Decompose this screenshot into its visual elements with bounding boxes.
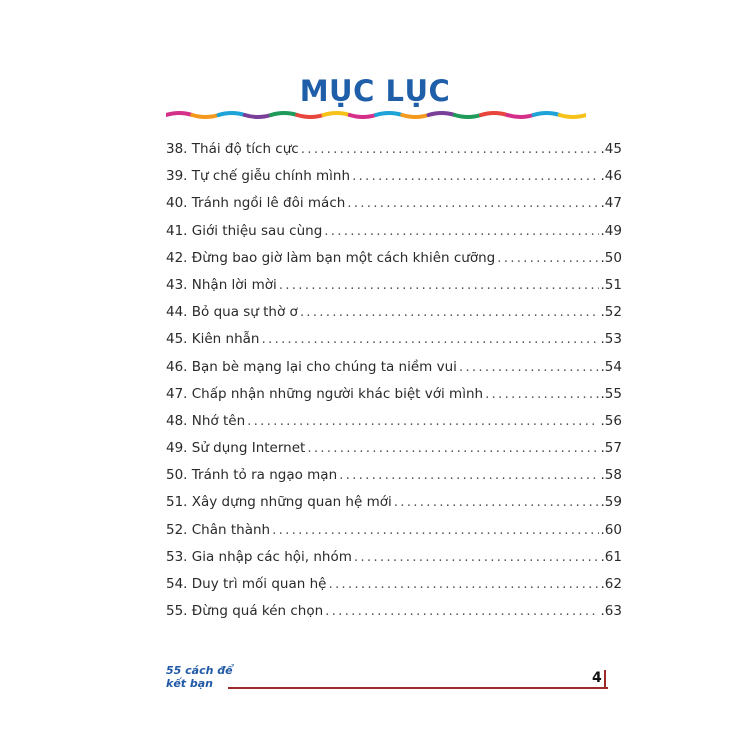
ribbon-segment — [324, 113, 350, 115]
ribbon-segment — [350, 115, 376, 117]
toc-leader-dots — [347, 190, 598, 217]
ribbon-segment — [219, 113, 245, 115]
ribbon-segment — [560, 115, 586, 117]
toc-leader-dots — [300, 299, 599, 326]
toc-entry-page: .53 — [600, 331, 622, 348]
ribbon-segment — [271, 113, 297, 115]
toc-leader-dots — [354, 544, 599, 571]
toc-entry-page: .50 — [600, 249, 622, 266]
toc-leader-dots — [272, 517, 598, 544]
toc-entry[interactable] — [166, 163, 622, 190]
toc-entry-page: .61 — [600, 548, 622, 565]
toc-leader-dots — [324, 218, 598, 245]
ribbon-segment — [402, 115, 428, 117]
toc-entry-title: 38. Thái độ tích cực — [166, 141, 299, 157]
toc-entry[interactable] — [166, 299, 622, 326]
toc-entry-page: .63 — [600, 603, 622, 620]
toc-entry-page: .59 — [600, 494, 622, 511]
toc-entry-title: 42. Đừng bao giờ làm bạn một cách khiên cưỡng — [166, 249, 496, 266]
toc-entry-page: .45 — [600, 141, 622, 157]
ribbon-segment — [166, 113, 192, 115]
toc-entry[interactable] — [166, 571, 622, 598]
toc-entry[interactable] — [166, 326, 622, 353]
toc-leader-dots — [307, 435, 598, 462]
toc-entry-title: 43. Nhận lời mời — [166, 276, 277, 293]
toc-entry-page: .62 — [600, 576, 622, 592]
toc-entry-title: 48. Nhớ tên — [166, 412, 246, 429]
toc-entry-title: 41. Giới thiệu sau cùng — [166, 222, 323, 239]
ribbon-segment — [297, 115, 323, 117]
toc-leader-dots — [301, 136, 599, 163]
toc-entry-page: .51 — [600, 276, 622, 293]
book-logo-line: 55 cách để — [166, 664, 233, 677]
book-logo — [166, 664, 233, 690]
table-of-contents — [166, 136, 622, 625]
toc-leader-dots — [497, 245, 598, 272]
ribbon-segment — [376, 113, 402, 115]
toc-entry-title: 54. Duy trì mối quan hệ — [166, 576, 327, 592]
toc-entry[interactable] — [166, 598, 622, 625]
toc-entry-page: .49 — [600, 222, 622, 239]
toc-entry-page: .47 — [600, 195, 622, 212]
toc-entry-page: .52 — [600, 304, 622, 321]
toc-entry-title: 55. Đừng quá kén chọn — [166, 603, 324, 620]
toc-entry-page: .57 — [600, 440, 622, 457]
toc-entry-page: .46 — [600, 168, 622, 185]
toc-leader-dots — [247, 408, 598, 435]
toc-entry-title: 40. Tránh ngồi lê đôi mách — [166, 195, 346, 212]
toc-entry[interactable] — [166, 517, 622, 544]
toc-entry-title: 51. Xây dựng những quan hệ mới — [166, 494, 392, 511]
toc-entry[interactable] — [166, 354, 622, 381]
ribbon-segment — [429, 113, 455, 115]
toc-leader-dots — [394, 489, 599, 516]
toc-entry-page: .55 — [600, 385, 622, 402]
ribbon-segment — [481, 113, 507, 115]
ribbon-segment — [192, 115, 218, 117]
page-number: 4 — [592, 670, 602, 686]
toc-entry[interactable] — [166, 489, 622, 516]
toc-entry-page: .54 — [600, 358, 622, 375]
toc-entry[interactable] — [166, 218, 622, 245]
toc-entry-title: 46. Bạn bè mạng lại cho chúng ta niềm vui — [166, 358, 457, 375]
toc-entry[interactable] — [166, 190, 622, 217]
toc-entry-title: 45. Kiên nhẫn — [166, 331, 260, 348]
toc-leader-dots — [325, 598, 598, 625]
toc-entry-title: 39. Tự chế giễu chính mình — [166, 168, 351, 185]
ribbon-segment — [507, 115, 533, 117]
page-number-bar — [604, 670, 606, 689]
toc-leader-dots — [352, 163, 598, 190]
book-logo-line: kết bạn — [166, 677, 213, 690]
toc-entry-title: 49. Sử dụng Internet — [166, 440, 306, 457]
toc-leader-dots — [339, 462, 598, 489]
toc-entry-title: 47. Chấp nhận những người khác biệt với mình — [166, 385, 484, 402]
toc-entry[interactable] — [166, 272, 622, 299]
toc-entry-title: 53. Gia nhập các hội, nhóm — [166, 548, 352, 565]
toc-entry[interactable] — [166, 136, 622, 163]
decorative-ribbon — [166, 109, 586, 121]
toc-entry[interactable] — [166, 381, 622, 408]
toc-entry-title: 50. Tránh tỏ ra ngạo mạn — [166, 467, 338, 484]
toc-entry-page: .58 — [600, 467, 622, 484]
toc-entry[interactable] — [166, 462, 622, 489]
toc-entry[interactable] — [166, 544, 622, 571]
ribbon-segment — [245, 115, 271, 117]
ribbon-segment — [455, 115, 481, 117]
page-title: MỤC LỤC — [299, 74, 451, 108]
toc-entry-title: 52. Chân thành — [166, 521, 271, 538]
footer-rule — [228, 687, 608, 689]
toc-leader-dots — [261, 326, 598, 353]
toc-entry[interactable] — [166, 408, 622, 435]
toc-leader-dots — [459, 354, 599, 381]
ribbon-segment — [534, 113, 560, 115]
toc-entry[interactable] — [166, 245, 622, 272]
toc-leader-dots — [328, 571, 598, 598]
toc-leader-dots — [279, 272, 599, 299]
toc-entry-title: 44. Bỏ qua sự thờ ơ — [166, 304, 298, 321]
toc-entry[interactable] — [166, 435, 622, 462]
toc-leader-dots — [485, 381, 598, 408]
toc-entry-page: .56 — [600, 412, 622, 429]
toc-entry-page: .60 — [600, 521, 622, 538]
